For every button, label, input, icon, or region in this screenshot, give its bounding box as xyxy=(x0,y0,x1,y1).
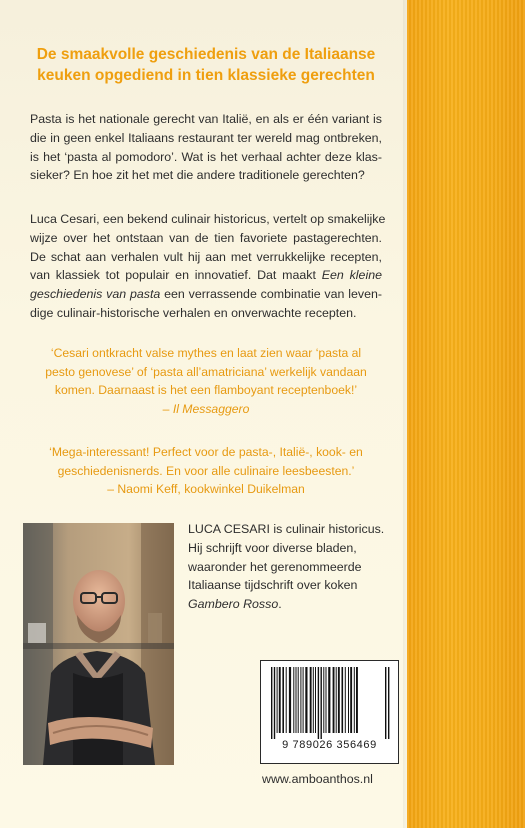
book-title-italic: Een kleine xyxy=(321,268,382,283)
text-line: De schat aan verhalen vult hij aan met verrukkelijke recepten, xyxy=(30,249,382,264)
quote-line: komen. Daarnaast is het een flamboyant receptenboek!’ xyxy=(54,383,358,398)
quote-dash: – xyxy=(162,401,173,416)
text-line xyxy=(30,285,382,304)
author-photo xyxy=(23,523,174,765)
quote-source: – Naomi Keff, kookwinkel Duikelman xyxy=(107,482,305,497)
text-line: dige culinair-historische verhalen en onverwachte recepten. xyxy=(30,305,357,320)
text-segment: . xyxy=(278,597,282,612)
intro-paragraph xyxy=(30,110,382,185)
text-segment: van klassiek tot populair en innovatief. Dat maakt xyxy=(30,268,322,283)
author-bio xyxy=(188,520,398,614)
tagline-line: De smaakvolle geschiedenis van de Italiaanse xyxy=(36,46,376,63)
text-line: wijze over het ontstaan van de tien favoriete pastagerechten. xyxy=(30,230,382,245)
description-paragraph xyxy=(30,210,386,323)
text-line xyxy=(30,266,382,285)
barcode-icon xyxy=(269,667,390,739)
bio-line: LUCA CESARI is culinair historicus. xyxy=(188,522,385,536)
review-quote-messaggero xyxy=(30,344,382,418)
bio-line: Italiaanse tijdschrift over koken xyxy=(188,578,358,593)
author-portrait-illustration xyxy=(23,523,174,765)
bio-line xyxy=(188,595,398,614)
magazine-title-italic: Gambero Rosso xyxy=(188,597,279,612)
quote-source xyxy=(30,400,382,419)
text-line: is het ‘pasta al pomodoro’. Wat is het verhaal achter deze klas- xyxy=(30,149,382,164)
bio-line: Hij schrijft voor diverse bladen, xyxy=(188,540,357,555)
review-quote-keff xyxy=(30,443,382,499)
publisher-website[interactable]: www.amboanthos.nl xyxy=(262,772,373,786)
isbn-number: 9 789026 356469 xyxy=(282,739,377,751)
quote-line: pesto genovese’ of ‘pasta all’amatriciana’ werkelijk vandaan xyxy=(45,364,367,379)
book-title-italic: geschiedenis van pasta xyxy=(30,287,161,302)
spine xyxy=(407,0,525,828)
text-line: die in geen enkel Italiaans restaurant ter wereld mag ontbreken, xyxy=(30,130,382,145)
bio-line: waaronder het gerenommeerde xyxy=(188,559,362,574)
tagline-line: keuken opgediend in tien klassieke gerechten xyxy=(37,67,375,84)
text-line: Luca Cesari, een bekend culinair historicus, vertelt op smakelijke xyxy=(30,212,386,226)
quote-line: ‘Cesari ontkracht valse mythes en laat zien waar ‘pasta al xyxy=(50,346,362,360)
quote-line: geschiedenisnerds. En voor alle culinaire leesbeesten.’ xyxy=(57,463,355,478)
text-line: sieker? En hoe zit het met die andere traditionele gerechten? xyxy=(30,168,365,183)
text-segment: een verrassende combinatie van leven- xyxy=(160,287,382,302)
quote-source-name: Il Messaggero xyxy=(172,401,250,416)
barcode-panel xyxy=(260,660,399,764)
text-line: Pasta is het nationale gerecht van Italië, en als er één variant is xyxy=(30,112,382,126)
quote-line: ‘Mega-interessant! Perfect voor de pasta-, Italië-, kook- en xyxy=(49,445,363,459)
tagline xyxy=(30,44,382,86)
